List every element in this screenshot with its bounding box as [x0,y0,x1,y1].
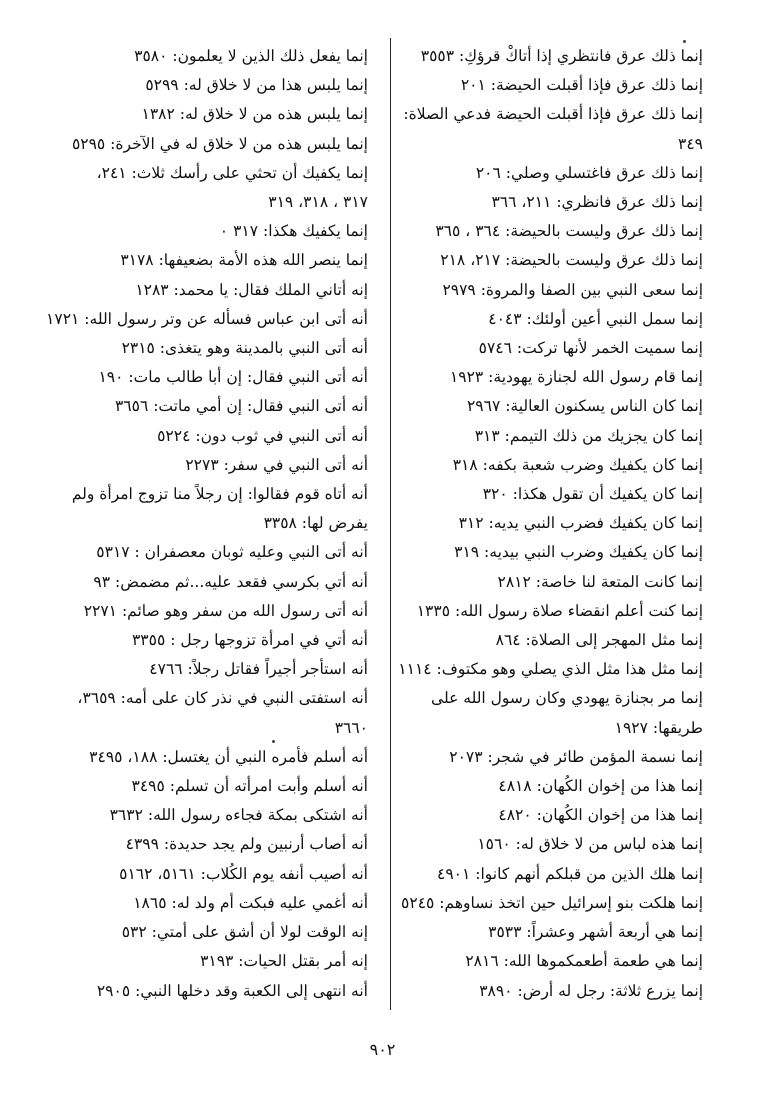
index-entry: أنه أتي في امرأة تزوجها رجل : ٣٣٥٥ [131,631,368,650]
scan-speck [272,740,275,743]
column-divider [390,38,391,1010]
index-entry: إنما ذلك عرق فانتظري إذا أتاكْ قرؤكِ: ٣٥٥٣ [420,47,703,65]
index-entry: إنما ذلك عرق فانظري: ٢١١، ٣٦٦ [491,193,703,212]
index-entry: إنما هذه لباس من لا خلاق له: ١٥٦٠ [477,835,703,854]
index-entry: إنما كان يكفيك وضرب شعبة بكفه: ٣١٨ [452,455,703,474]
index-entry: أنه اشتكى بمكة فجاءه رسول الله: ٣٦٣٢ [109,806,368,825]
index-entry: إنما كان يكفيك فضرب النبي يديه: ٣١٢ [458,514,703,533]
index-entry: إنما قام رسول الله لجنازة يهودية: ١٩٢٣ [449,368,703,387]
index-entry: إنه أتاني الملك فقال: يا محمد: ١٢٨٣ [135,280,368,299]
index-entry: إنما ذلك عرق وليست بالحيضة: ٢١٧، ٢١٨ [440,251,703,270]
index-entry: أنه أتى النبي فقال: إن أبا طالب مات: ١٩٠ [98,368,368,387]
index-entry: أنه أتى ابن عباس فسأله عن وتر رسول الله: ١٧٢١ [46,309,368,328]
index-entry: أنه أصاب أرنبين ولم يجد حديدة: ٤٣٩٩ [125,835,368,854]
index-entry: إنما كان يكفيك أن تقول هكذا: ٣٢٠ [482,485,703,504]
page-number: ٩٠٢ [369,1040,396,1059]
index-entry: إنما كان الناس يسكنون العالية: ٢٩٦٧ [466,397,703,416]
index-entry: إنما يفعل ذلك الذين لا يعلمون: ٣٥٨٠ [134,47,368,65]
index-entry: إنما كنت أعلم انقضاء صلاة رسول الله: ١٣٣٥ [416,601,703,620]
index-entry: إنما يكفيك هكذا: ٣١٧ ٠ [219,222,368,241]
index-entry: أنه أغمي عليه فبكت أم ولد له: ١٨٦٥ [133,893,368,912]
index-entry: إنما كان يكفيك وضرب النبي بيديه: ٣١٩ [454,543,703,562]
index-entry: إنما ذلك عرق فاغتسلي وصلي: ٢٠٦ [475,163,703,182]
index-entry: أنه أسلم فأمره النبي أن يغتسل: ١٨٨، ٣٤٩٥ [89,747,368,766]
index-entry: إنما ذلك عرق فإذا أقبلت الحيضة: ٢٠١ [460,76,703,95]
index-entry: إنما سمل النبي أعين أولئك: ٤٠٤٣ [488,309,703,328]
index-entry: أنه أتى النبي وعليه ثوبان معصفران : ٥٣١٧ [96,543,368,562]
index-entry: أنه أتاه قوم فقالوا: إن رجلاً منا تزوج امرأة ولم يفرض لها: ٣٣٥٨ [71,485,368,533]
index-entry: أنه استفتى النبي في نذر كان على أمه: ٣٦٥٩، ٣٦٦٠ [77,689,368,737]
index-entry: إنما ذلك عرق وليست بالحيضة: ٣٦٤ ، ٣٦٥ [435,222,703,241]
index-entry: إنه أمر بقتل الحيات: ٣١٩٣ [200,952,368,971]
index-entry: إنما ذلك عرق فإذا أقبلت الحيضة فدعي الصلاة: ٣٤٩ [403,105,703,153]
index-entry: إنما مر بجنازة يهودي وكان رسول الله على طريقها: ١٩٢٧ [431,689,703,737]
index-entry: أنه أتى النبي بالمدينة وهو يتغذى: ٢٣١٥ [121,339,368,358]
index-entry: إنما سعى النبي بين الصفا والمروة: ٢٩٧٩ [442,280,703,299]
index-entry: إنه الوقت لولا أن أشق على أمتي: ٥٣٢ [121,923,368,942]
index-entry: أنه أتي بكرسي فقعد عليه...ثم مضمض: ٩٣ [93,572,368,591]
index-entry: أنه أصيب أنفه يوم الكُلاب: ٥١٦١، ٥١٦٢ [119,864,368,883]
index-entry: إنما مثل هذا مثل الذي يصلي وهو مكتوف: ١١١٤ [398,660,703,679]
index-entry: إنما هلكت بنو إسرائيل حين اتخذ نساوهم: ٥٢٤٥ [401,893,703,912]
index-column-right [379,42,703,1006]
index-entry: إنما هذا من إخوان الكُهان: ٤٨١٨ [498,777,703,796]
index-entry: إنما نسمة المؤمن طائر في شجر: ٢٠٧٣ [449,747,703,766]
index-entry: إنما يلبس هذه من لا خلاق له في الآخرة: ٥٢٩٥ [71,134,368,153]
index-entry: إنما هلك الذين من قبلكم أنهم كانوا: ٤٩٠١ [437,864,703,883]
index-entry: أنه أتى رسول الله من سفر وهو صائم: ٢٢٧١ [83,601,368,620]
index-entry: إنما كانت المتعة لنا خاصة: ٢٨١٢ [497,572,703,591]
index-entry: إنما سميت الخمر لأنها تركت: ٥٧٤٦ [478,339,703,358]
index-entry: أنه أتى النبي في ثوب دون: ٥٢٢٤ [157,426,368,445]
index-entry: إنما يزرع ثلاثة: رجل له أرض: ٣٨٩٠ [479,981,703,1000]
index-entry: إنما هي طعمة أطعمكموها الله: ٢٨١٦ [465,952,703,971]
index-entry: إنما هذا من إخوان الكُهان: ٤٨٢٠ [498,806,703,825]
index-entry: إنما ينصر الله هذه الأمة بضعيفها: ٣١٧٨ [120,251,368,270]
index-entry: أنه أتى النبي في سفر: ٢٢٧٣ [185,455,368,474]
index-entry: أنه استأجر أجيراً فقاتل رجلاً: ٤٧٦٦ [149,660,368,679]
index-entry: إنما مثل المهجر إلى الصلاة: ٨٦٤ [495,631,703,650]
index-entry: إنما كان يجزيك من ذلك التيمم: ٣١٣ [474,426,703,445]
index-entry: أنه أتى النبي فقال: إن أمي ماتت: ٣٦٥٦ [114,397,368,416]
index-entry: أنه انتهى إلى الكعبة وقد دخلها النبي: ٢٩٠٥ [96,981,368,1000]
index-column-left [46,42,368,1006]
index-entry: إنما يكفيك أن تحثي على رأسك ثلاث: ٢٤١، ٣١٧ ، ٣١٨، ٣١٩ [96,163,368,212]
index-entry: أنه أسلم وأبت امرأته أن تسلم: ٣٤٩٥ [131,777,368,796]
index-entry: إنما يلبس هذه من لا خلاق له: ١٣٨٢ [141,105,368,124]
index-entry: إنما يلبس هذا من لا خلاق له: ٥٢٩٩ [145,76,368,95]
scan-speck [683,40,686,43]
index-entry: إنما هي أربعة أشهر وعشراً: ٣٥٣٣ [488,923,703,942]
